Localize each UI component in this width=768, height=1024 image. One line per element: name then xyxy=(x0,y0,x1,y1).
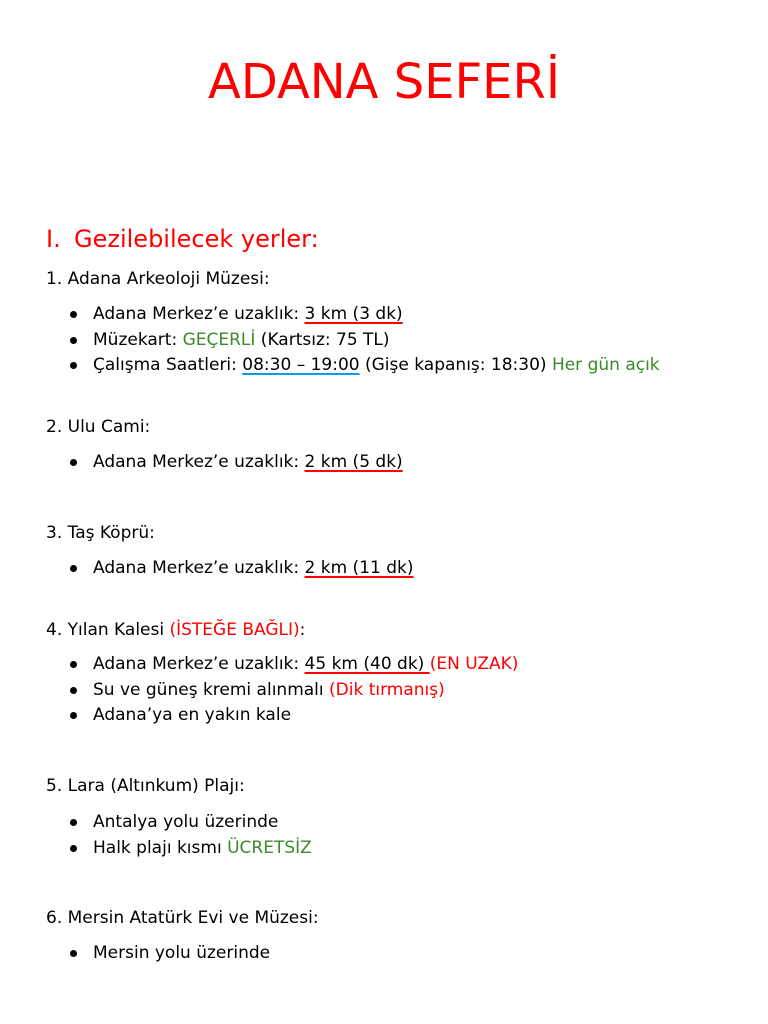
distance-value: 45 km (40 dk) xyxy=(304,654,430,674)
bullet-icon xyxy=(70,712,77,719)
list-item: Çalışma Saatleri: 08:30 – 19:00 (Gişe kapanış: 18:30) Her gün açık xyxy=(70,353,660,379)
place-4-bullets xyxy=(70,652,518,729)
open-status: Her gün açık xyxy=(551,355,660,376)
place-5-bullets xyxy=(70,810,312,861)
bullet-icon xyxy=(70,459,77,466)
distance-value: 3 km (3 dk) xyxy=(304,304,403,324)
farthest-tag: (EN UZAK) xyxy=(429,654,519,674)
list-item: Müzekart: GEÇERLİ (Kartsız: 75 TL) xyxy=(70,328,660,354)
museumcard-status: GEÇERLİ xyxy=(182,329,256,350)
list-item: Adana Merkez’e uzaklık: 3 km (3 dk) xyxy=(70,302,660,328)
place-6-bullets xyxy=(70,941,270,967)
opening-hours: 08:30 – 19:00 xyxy=(242,355,360,376)
section-label: Gezilebilecek yerler: xyxy=(74,225,319,253)
bullet-icon xyxy=(70,687,77,694)
bullet-icon xyxy=(70,311,77,318)
list-item: Halk plajı kısmı ÜCRETSİZ xyxy=(70,836,312,862)
place-title-1: 1. Adana Arkeoloji Müzesi: xyxy=(46,269,270,289)
bullet-icon xyxy=(70,362,77,369)
place-2-bullets xyxy=(70,450,403,476)
list-item: Adana Merkez’e uzaklık: 2 km (5 dk) xyxy=(70,450,403,476)
place-title-3: 3. Taş Köprü: xyxy=(46,523,155,543)
place-1-bullets xyxy=(70,302,660,379)
place-title-2: 2. Ulu Cami: xyxy=(46,417,151,437)
section-number: I. xyxy=(46,225,61,253)
place-title-5: 5. Lara (Altınkum) Plajı: xyxy=(46,776,245,796)
list-item: Mersin yolu üzerinde xyxy=(70,941,270,967)
section-heading xyxy=(46,223,319,255)
document-title: ADANA SEFERİ xyxy=(207,54,561,110)
bullet-icon xyxy=(70,845,77,852)
bullet-icon xyxy=(70,337,77,344)
distance-value: 2 km (11 dk) xyxy=(304,558,414,578)
bullet-icon xyxy=(70,819,77,826)
place-title-6: 6. Mersin Atatürk Evi ve Müzesi: xyxy=(46,908,319,928)
bullet-icon xyxy=(70,950,77,957)
place-3-bullets xyxy=(70,556,414,582)
optional-tag: (İSTEĞE BAĞLI) xyxy=(169,620,300,640)
place-title-4: 4. Yılan Kalesi (İSTEĞE BAĞLI): xyxy=(46,620,306,640)
list-item: Su ve güneş kremi alınmalı (Dik tırmanış) xyxy=(70,678,518,704)
list-item: Antalya yolu üzerinde xyxy=(70,810,312,836)
distance-value: 2 km (5 dk) xyxy=(304,452,403,472)
bullet-icon xyxy=(70,565,77,572)
list-item: Adana’ya en yakın kale xyxy=(70,703,518,729)
bullet-icon xyxy=(70,661,77,668)
list-item: Adana Merkez’e uzaklık: 45 km (40 dk) (EN UZAK) xyxy=(70,652,518,678)
list-item: Adana Merkez’e uzaklık: 2 km (11 dk) xyxy=(70,556,414,582)
climb-note: (Dik tırmanış) xyxy=(329,679,445,700)
free-tag: ÜCRETSİZ xyxy=(227,837,312,858)
